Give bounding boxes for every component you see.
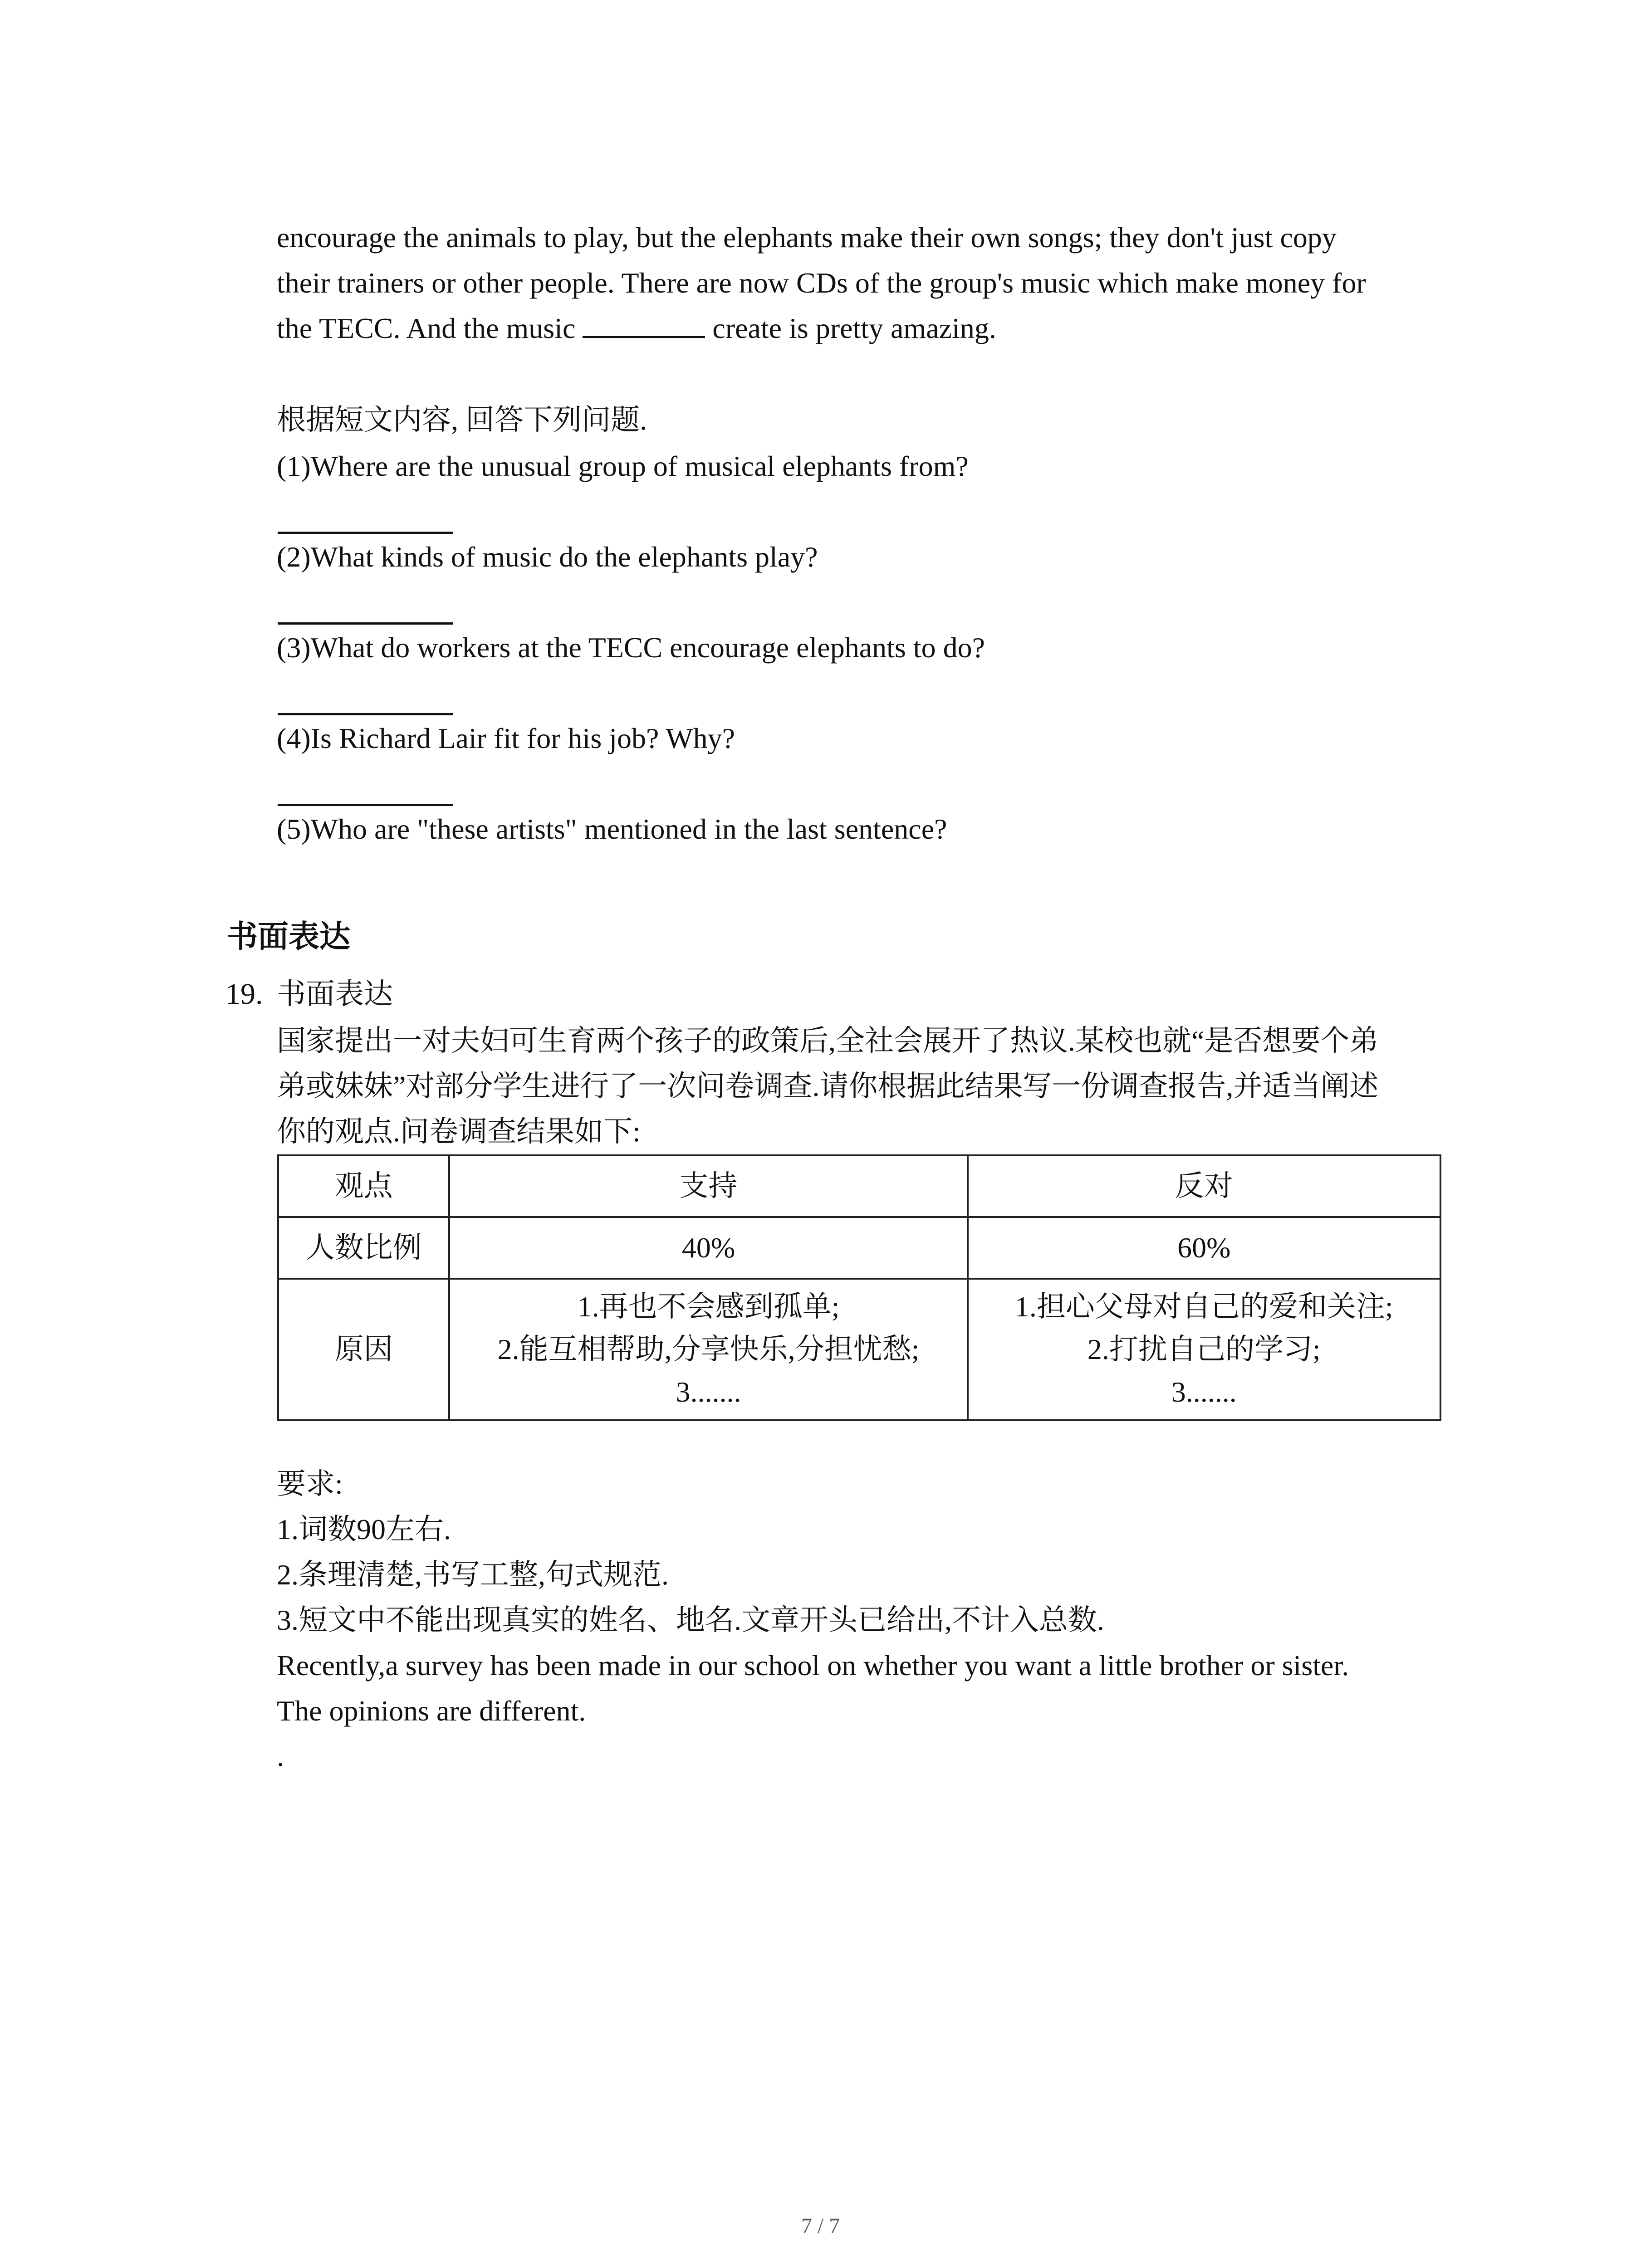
- question-3: (3)What do workers at the TECC encourage elephants to do?: [277, 631, 985, 664]
- table-row-ratio: [278, 1217, 1440, 1279]
- section-title: 书面表达: [227, 919, 351, 954]
- ratio-label: 人数比例: [278, 1217, 449, 1279]
- question-1: (1)Where are the unusual group of musical elephants from?: [277, 450, 969, 482]
- requirement-3: 3.短文中不能出现真实的姓名、地名.文章开头已给出,不计入总数.: [277, 1604, 1104, 1636]
- requirement-1: 1.词数90左右.: [277, 1513, 451, 1545]
- essay-end-mark: .: [277, 1740, 284, 1772]
- requirements-title: 要求:: [277, 1468, 343, 1500]
- table-header-row: [278, 1155, 1440, 1217]
- survey-table: [277, 1154, 1441, 1421]
- ratio-oppose: 60%: [968, 1217, 1440, 1279]
- writing-prompt-line-1: 国家提出一对夫妇可生育两个孩子的政策后,全社会展开了热议.某校也就“是否想要个弟: [277, 1025, 1379, 1057]
- passage-line-3-end: create is pretty amazing.: [712, 312, 996, 344]
- answer-line-2: [278, 622, 453, 625]
- fill-in-blank: [583, 336, 705, 338]
- header-oppose: 反对: [968, 1155, 1440, 1217]
- question-4: (4)Is Richard Lair fit for his job? Why?: [277, 722, 735, 754]
- ratio-support: 40%: [449, 1217, 967, 1279]
- passage-line-3: [277, 306, 1447, 351]
- page-number: 7 / 7: [801, 2214, 840, 2238]
- question-5: (5)Who are "these artists" mentioned in the last sentence?: [277, 813, 947, 845]
- oppose-reason-1: 1.担心父母对自己的爱和关注;: [1014, 1290, 1393, 1323]
- header-support: 支持: [449, 1155, 967, 1217]
- answer-line-1: [278, 532, 453, 534]
- support-reason-2: 2.能互相帮助,分享快乐,分担忧愁;: [497, 1333, 920, 1365]
- essay-start-line-2: The opinions are different.: [277, 1695, 586, 1727]
- oppose-reasons: [968, 1279, 1440, 1420]
- writing-prompt-line-3: 你的观点.问卷调查结果如下:: [277, 1115, 641, 1148]
- support-reason-1: 1.再也不会感到孤单;: [577, 1290, 840, 1323]
- oppose-reason-3: 3.......: [1171, 1376, 1237, 1408]
- header-viewpoint: 观点: [278, 1155, 449, 1217]
- oppose-reason-2: 2.打扰自己的学习;: [1087, 1333, 1321, 1365]
- question-instruction: 根据短文内容, 回答下列问题.: [277, 404, 647, 436]
- writing-title: 书面表达: [277, 978, 393, 1010]
- passage-line-1: encourage the animals to play, but the elephants make their own songs; they don't just copy: [277, 221, 1337, 254]
- reason-label: 原因: [278, 1279, 449, 1420]
- table-row-reasons: [278, 1279, 1440, 1420]
- answer-line-3: [278, 713, 453, 715]
- essay-start-line-1: Recently,a survey has been made in our school on whether you want a little brother or sister.: [277, 1649, 1349, 1681]
- question-number: 19.: [225, 978, 263, 1011]
- support-reasons: [449, 1279, 967, 1420]
- writing-prompt-line-2: 弟或妹妹”对部分学生进行了一次问卷调查.请你根据此结果写一份调查报告,并适当阐述: [277, 1070, 1379, 1102]
- question-2: (2)What kinds of music do the elephants play?: [277, 541, 818, 573]
- answer-line-4: [278, 804, 453, 806]
- support-reason-3: 3.......: [676, 1376, 741, 1408]
- requirement-2: 2.条理清楚,书写工整,句式规范.: [277, 1559, 669, 1591]
- passage-line-2: their trainers or other people. There are now CDs of the group's music which make money for: [277, 267, 1366, 299]
- passage-line-3-start: the TECC. And the music: [277, 312, 576, 344]
